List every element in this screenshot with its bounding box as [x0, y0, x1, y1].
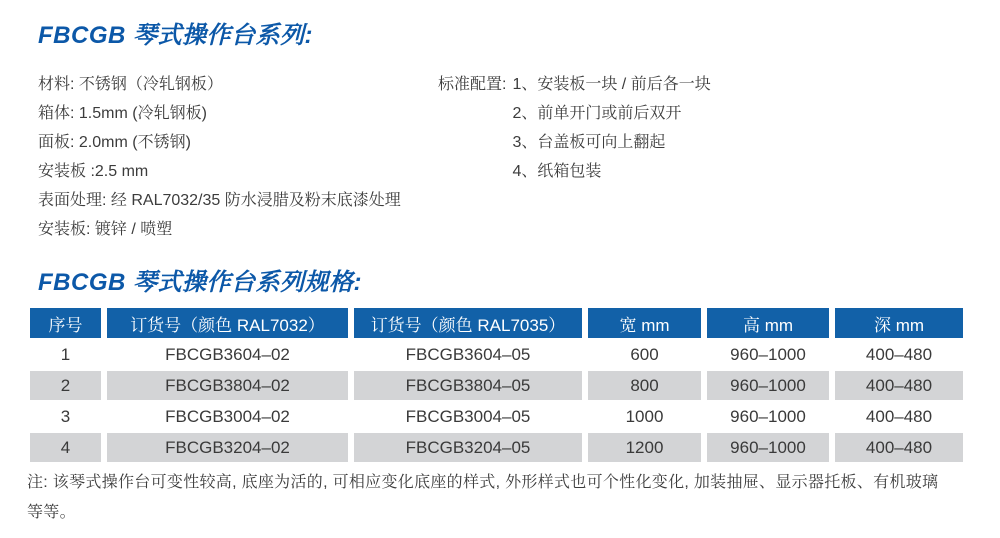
series-title: FBCGB 琴式操作台系列:	[38, 22, 313, 49]
table-cell: 960–1000	[730, 406, 806, 426]
table-cell: 800	[588, 371, 701, 400]
spec-mounting-plate-finish: 安装板: 镀锌 / 喷塑	[38, 221, 173, 238]
col-header-order-ral7035: 订货号（颜色 RAL7035）	[354, 308, 582, 338]
spec-surface-treatment: 表面处理: 经 RAL7032/35 防水浸腊及粉末底漆处理	[38, 192, 401, 209]
table-cell: 960–1000	[707, 371, 829, 400]
table-cell: 600	[630, 344, 659, 364]
spec-box-body: 箱体: 1.5mm (冷轧钢板)	[38, 105, 207, 122]
table-cell: FBCGB3004–02	[165, 406, 290, 426]
standard-config	[438, 70, 711, 186]
table-cell: FBCGB3604–02	[165, 344, 290, 364]
table-cell: 960–1000	[707, 433, 829, 462]
table-cell: 400–480	[865, 406, 933, 426]
spec-panel: 面板: 2.0mm (不锈钢)	[38, 134, 191, 151]
col-header-order-ral7032: 订货号（颜色 RAL7032）	[107, 308, 348, 338]
table-cell: 2	[30, 371, 101, 400]
table-cell: 400–480	[835, 433, 963, 462]
config-item: 2、前单开门或前后双开	[512, 105, 682, 122]
table-cell: 4	[30, 433, 101, 462]
table-cell: FBCGB3804–05	[354, 371, 582, 400]
table-cell: 1	[60, 344, 71, 364]
col-header-height: 高 mm	[707, 308, 829, 338]
table-cell: FBCGB3004–05	[405, 406, 531, 426]
spec-material: 材料: 不锈钢（冷轧钢板）	[38, 76, 223, 93]
footer-note: 注: 该琴式操作台可变性较高, 底座为活的, 可相应变化底座的样式, 外形样式也可个性化变化, 加装抽屉、显示器托板、有机玻璃等等。	[27, 474, 939, 521]
config-item: 3、台盖板可向上翻起	[512, 134, 666, 151]
table-cell: 400–480	[865, 344, 933, 364]
specs-title: FBCGB 琴式操作台系列规格:	[38, 269, 362, 296]
config-item: 1、安装板一块 / 前后各一块	[512, 76, 711, 93]
table-cell: 400–480	[835, 371, 963, 400]
spec-table	[30, 308, 963, 462]
table-cell: FBCGB3204–02	[107, 433, 348, 462]
config-item: 4、纸箱包装	[512, 163, 602, 180]
table-cell: 3	[60, 406, 71, 426]
table-cell: 1000	[625, 406, 664, 426]
col-header-depth: 深 mm	[835, 308, 963, 338]
spec-mounting-plate-thickness: 安装板 :2.5 mm	[38, 163, 149, 180]
table-cell: FBCGB3604–05	[405, 344, 531, 364]
standard-config-items	[512, 70, 710, 186]
table-cell: 1200	[588, 433, 701, 462]
table-cell: 960–1000	[730, 344, 806, 364]
table-cell: FBCGB3804–02	[107, 371, 348, 400]
col-header-index: 序号	[30, 308, 101, 338]
table-cell: FBCGB3204–05	[354, 433, 582, 462]
col-header-width: 宽 mm	[588, 308, 701, 338]
spec-list	[38, 70, 401, 244]
standard-config-label: 标准配置:	[438, 76, 507, 93]
